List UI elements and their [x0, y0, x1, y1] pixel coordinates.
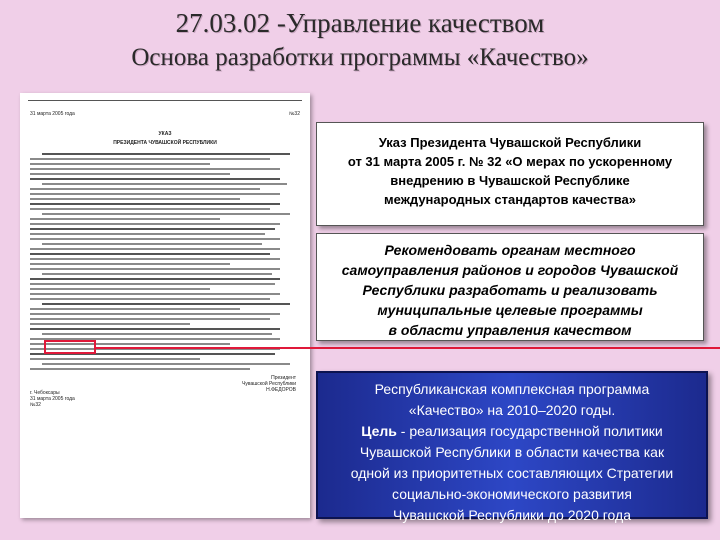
document-date: 31 марта 2005 года	[30, 111, 75, 117]
document-text-line	[30, 248, 280, 250]
signature-name: Н.ФЕДОРОВ	[266, 387, 296, 393]
document-text-line	[42, 363, 290, 365]
document-text-line	[30, 228, 275, 230]
document-text-line	[30, 198, 240, 200]
document-text-line	[30, 178, 280, 180]
document-text-line	[30, 233, 265, 235]
program-goal-line	[324, 421, 700, 442]
signature-title: Президент	[271, 375, 296, 381]
document-text-line	[30, 278, 280, 280]
decree-box-line: от 31 марта 2005 г. № 32 «О мерах по ускоренному	[347, 154, 673, 169]
goal-label: Цель	[361, 423, 397, 439]
decree-box-line: Указ Президента Чувашской Республики	[378, 135, 642, 150]
document-president: ПРЕЗИДЕНТА ЧУВАШСКОЙ РЕСПУБЛИКИ	[113, 140, 217, 146]
signature-republic: Чувашской Республики	[242, 381, 296, 387]
document-text-line	[42, 243, 262, 245]
document-text-line	[30, 253, 270, 255]
document-text-line	[30, 168, 280, 170]
decree-document-image	[20, 93, 310, 518]
recommend-line: Республики разработать и реализовать	[362, 282, 658, 298]
document-text-line	[30, 268, 280, 270]
document-text-line	[30, 313, 280, 315]
program-box	[316, 371, 708, 523]
recommend-line: муниципальные целевые программы	[377, 302, 643, 318]
document-footer	[30, 390, 75, 408]
program-line: Республиканская комплексная программа	[374, 381, 650, 397]
document-text-line	[30, 193, 280, 195]
recommend-line: в области управления качеством	[388, 322, 632, 338]
document-text-line	[30, 298, 270, 300]
document-text-line	[30, 358, 200, 360]
document-text-line	[42, 333, 272, 335]
document-text-line	[30, 308, 240, 310]
decree-box-line: международных стандартов качества»	[384, 192, 636, 207]
document-text-line	[42, 303, 290, 305]
document-text-line	[30, 368, 250, 370]
document-text-line	[30, 218, 220, 220]
recommend-line: Рекомендовать органам местного	[384, 242, 636, 258]
document-text-line	[42, 183, 287, 185]
document-text-line	[30, 323, 190, 325]
recommend-line: самоуправления районов и городов Чувашской	[341, 262, 679, 278]
document-text-line	[30, 328, 280, 330]
program-line: Чувашской Республики в области качества как	[359, 444, 665, 460]
slide-title: 27.03.02 -Управление качеством	[175, 8, 545, 38]
document-text-line	[30, 238, 280, 240]
decree-box-line: внедрению в Чувашской Республике	[390, 173, 630, 188]
document-text-line	[30, 318, 270, 320]
document-text-line	[30, 203, 280, 205]
decree-box	[316, 122, 704, 226]
slide-subtitle: Основа разработки программы «Качество»	[131, 44, 589, 71]
recommend-box	[316, 233, 704, 341]
document-number: №32	[289, 111, 300, 117]
document-text-line	[30, 223, 280, 225]
document-header-rule	[28, 100, 302, 101]
highlight-frame	[44, 340, 96, 354]
document-text-line	[30, 283, 275, 285]
document-text-line	[30, 188, 260, 190]
document-text-line	[30, 163, 210, 165]
document-text-line	[30, 158, 270, 160]
document-text-line	[42, 213, 290, 215]
document-decree-word: УКАЗ	[158, 131, 172, 137]
document-text-line	[42, 153, 290, 155]
footer-number: №32	[30, 402, 41, 408]
goal-text: - реализация государственной политики	[396, 423, 663, 439]
program-line: Чувашской Республики до 2020 года	[393, 507, 631, 523]
program-line: социально-экономического развития	[392, 486, 632, 502]
footer-date: 31 марта 2005 года	[30, 396, 75, 402]
footer-city: г. Чебоксары	[30, 390, 60, 396]
document-text-line	[30, 258, 280, 260]
program-line: «Качество» на 2010–2020 годы.	[408, 402, 616, 418]
program-line: одной из приоритетных составляющих Стратегии	[350, 465, 674, 481]
document-text-line	[30, 173, 230, 175]
document-text-line	[42, 273, 272, 275]
connector-line	[96, 347, 720, 349]
document-text-line	[30, 263, 230, 265]
document-text-line	[30, 293, 280, 295]
document-text-line	[30, 288, 210, 290]
document-signature	[242, 375, 296, 393]
document-text-line	[30, 208, 270, 210]
